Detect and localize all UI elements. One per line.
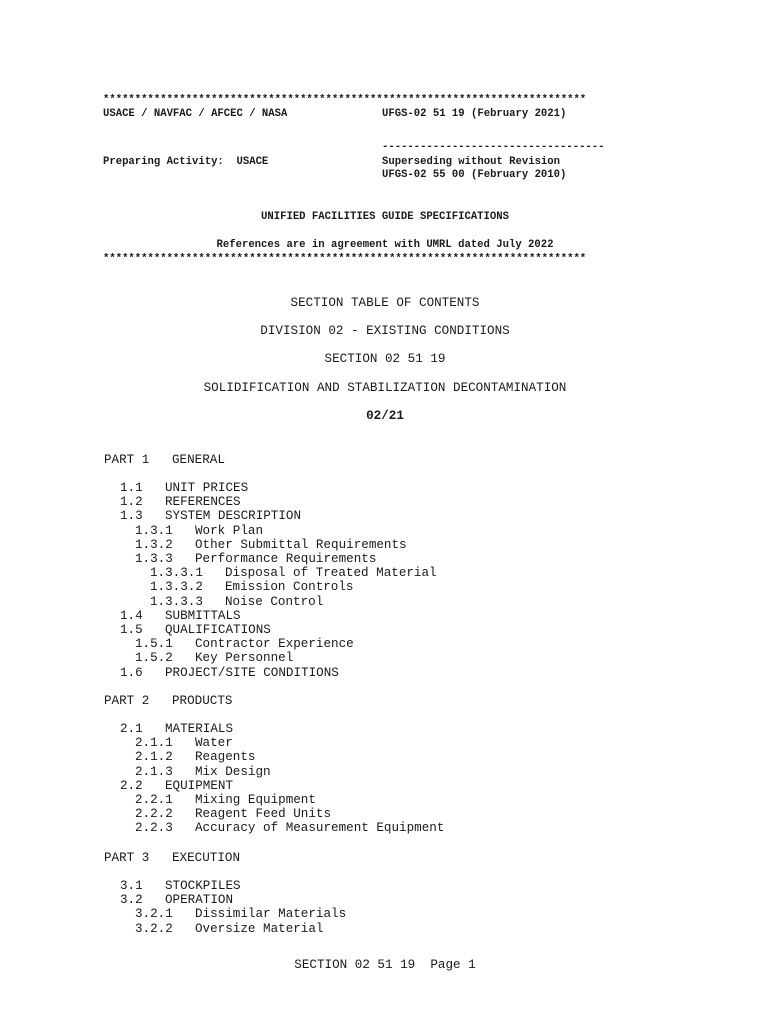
superseding-label: Superseding without Revision [382, 156, 561, 168]
toc-entry-title: Mixing Equipment [195, 793, 316, 807]
toc-entry [0, 736, 770, 750]
toc-entry [0, 821, 770, 835]
toc-entry-number: 2.2.1 [135, 793, 173, 807]
toc-entry [0, 879, 770, 893]
toc-entry-number: 3.1 [120, 879, 143, 893]
toc-entry-title: Oversize Material [195, 921, 324, 936]
part-number: PART 3 [104, 851, 150, 865]
toc-entry [0, 637, 770, 651]
header-rule: ----------------------------------- [382, 141, 605, 153]
toc-entry [0, 779, 770, 793]
section-title: SOLIDIFICATION AND STABILIZATION DECONTAMINATION [203, 381, 567, 395]
part-title: GENERAL [172, 453, 225, 467]
toc-heading: SECTION TABLE OF CONTENTS [290, 296, 480, 310]
toc-entry-number: 2.2 [120, 778, 143, 793]
agencies-label: USACE / NAVFAC / AFCEC / NASA [103, 108, 288, 120]
toc-entry-number: 3.2.1 [135, 907, 173, 922]
toc-entry [0, 750, 770, 764]
header-stars-bottom: **************************************************************************** [103, 253, 587, 265]
page-footer: SECTION 02 51 19 Page 1 [294, 958, 476, 972]
toc-entry-number: 2.2.2 [135, 807, 173, 822]
part-heading [0, 453, 770, 467]
toc-entry [0, 922, 770, 936]
part-heading [0, 694, 770, 708]
superseded-ufgs: UFGS-02 55 00 (February 2010) [382, 169, 567, 181]
toc-entry [0, 495, 770, 509]
toc-entry [0, 623, 770, 637]
toc-entry [0, 524, 770, 538]
toc-entry-title: Emission Controls [225, 580, 354, 595]
toc-entry-number: 2.1.1 [135, 736, 173, 751]
part-number: PART 2 [104, 694, 150, 708]
toc-entry-title: Water [195, 736, 233, 751]
toc-entry-number: 1.3.3 [135, 552, 173, 566]
toc-entry-number: 1.3 [120, 509, 143, 524]
toc-entry-title: OPERATION [165, 893, 234, 908]
toc-entry [0, 566, 770, 580]
toc-entry-number: 2.1 [120, 722, 143, 736]
toc-entry-number: 1.3.3.1 [150, 566, 203, 581]
toc-entry-title: Reagent Feed Units [195, 807, 332, 822]
toc-entry-title: Contractor Experience [195, 637, 354, 652]
toc-entry [0, 722, 770, 736]
toc-entry-title: Accuracy of Measurement Equipment [195, 821, 445, 836]
part-heading [0, 851, 770, 865]
toc-entry-title: Mix Design [195, 764, 271, 779]
toc-entry-title: Disposal of Treated Material [225, 566, 437, 581]
part-number: PART 1 [104, 453, 150, 467]
date-code: 02/21 [366, 409, 404, 423]
toc-entry-title: SUBMITTALS [165, 608, 241, 623]
division-title: DIVISION 02 - EXISTING CONDITIONS [260, 324, 510, 338]
toc-entry [0, 765, 770, 779]
toc-entry [0, 807, 770, 821]
toc-entry-number: 1.3.2 [135, 537, 173, 552]
toc-entry-title: QUALIFICATIONS [165, 623, 271, 637]
toc-entry-number: 1.3.3.3 [150, 594, 203, 609]
toc-entry-title: Other Submittal Requirements [195, 537, 407, 552]
toc-entry [0, 651, 770, 665]
toc-entry-title: MATERIALS [165, 722, 234, 736]
toc-entry-title: Performance Requirements [195, 552, 377, 566]
ufgs-title: UNIFIED FACILITIES GUIDE SPECIFICATIONS [261, 211, 509, 223]
toc-entry [0, 793, 770, 807]
toc-entry-number: 1.6 [120, 665, 143, 680]
toc-entry-number: 1.5.1 [135, 637, 173, 652]
part-title: PRODUCTS [172, 694, 233, 708]
toc-entry-title: Noise Control [225, 594, 324, 609]
toc-entry-number: 1.5.2 [135, 651, 173, 666]
toc-entry-title: REFERENCES [165, 495, 241, 510]
toc-entry-number: 1.1 [120, 481, 143, 495]
toc-entry [0, 580, 770, 594]
toc-entry-number: 3.2.2 [135, 921, 173, 936]
toc-entry-title: UNIT PRICES [165, 481, 249, 495]
toc-entry-number: 1.3.1 [135, 523, 173, 538]
umrl-note: References are in agreement with UMRL dated July 2022 [216, 239, 554, 251]
toc-entry-title: Key Personnel [195, 651, 294, 666]
toc-entry-title: PROJECT/SITE CONDITIONS [165, 665, 339, 680]
toc-entry-number: 1.3.3.2 [150, 580, 203, 595]
toc-entry-title: Dissimilar Materials [195, 907, 347, 922]
toc-entry [0, 666, 770, 680]
toc-entry-title: Reagents [195, 750, 256, 765]
part-title: EXECUTION [172, 851, 241, 865]
toc-entry-number: 1.4 [120, 608, 143, 623]
toc-entry [0, 509, 770, 523]
toc-entry [0, 595, 770, 609]
toc-entry-number: 1.5 [120, 623, 143, 637]
ufgs-number: UFGS-02 51 19 (February 2021) [382, 108, 567, 120]
toc-entry-number: 2.1.2 [135, 750, 173, 765]
header-stars-top: **************************************************************************** [103, 94, 587, 106]
preparing-activity: Preparing Activity: USACE [103, 156, 269, 168]
toc-entry [0, 538, 770, 552]
toc-entry-title: EQUIPMENT [165, 778, 234, 793]
toc-entry-number: 2.1.3 [135, 764, 173, 779]
toc-entry [0, 552, 770, 566]
toc-entry [0, 907, 770, 921]
toc-entry [0, 481, 770, 495]
toc-entry-title: STOCKPILES [165, 879, 241, 893]
toc-entry [0, 609, 770, 623]
toc-entry-title: SYSTEM DESCRIPTION [165, 509, 302, 524]
toc-entry-number: 3.2 [120, 893, 143, 908]
toc-entry-title: Work Plan [195, 523, 264, 538]
toc-entry-number: 1.2 [120, 495, 143, 510]
section-number: SECTION 02 51 19 [324, 352, 446, 366]
toc-entry-number: 2.2.3 [135, 821, 173, 836]
toc-entry [0, 893, 770, 907]
